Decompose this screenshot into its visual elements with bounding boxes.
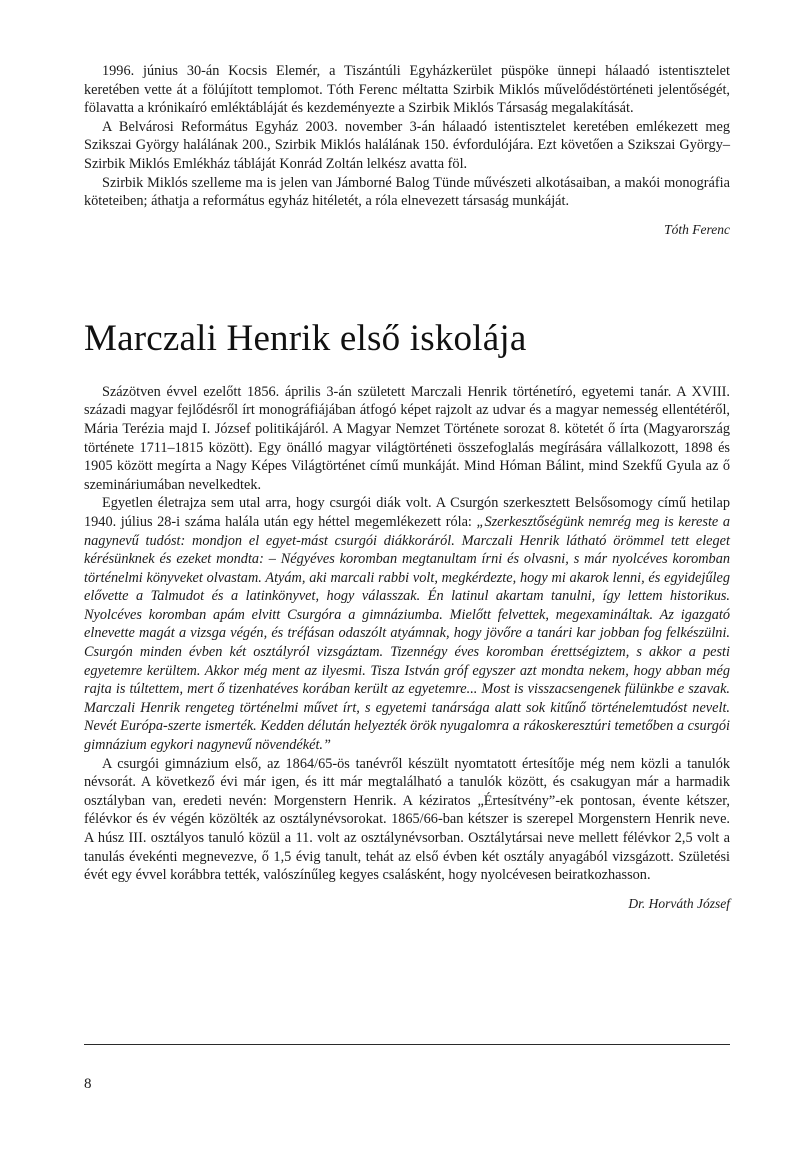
page-content bbox=[84, 62, 730, 913]
paragraph: A csurgói gimnázium első, az 1864/65-ös tanévről készült nyomtatott értesítője még nem közli a tanulók névsorát. A következő évi már igen, és itt már megtalálható a tanulók között, és csakugyan már a harmadik osztályban van, eredeti nevén: Morgenstern Henrik. A kéziratos „Értesítvény”-ek pontosan, évente kétszer, félévkor és év végén közölték az osztálynévsorokat. 1865/66-ban kétszer is szerepel Morgenstern Henrik neve. A húsz III. osztályos tanuló közül a 11. volt az osztálynévsorban. Osztálytársai neve mellett félévkor 2,5 volt a tanulás évekénti megnevezve, ő 1,5 évig tanult, tehát az első évben két osztály anyagából vizsgázott. Születési évét egy évvel korábbra tették, valószínűleg kegyes csalásként, hogy nyolcévesen beiratkozhasson. bbox=[84, 755, 730, 884]
author-signature: Dr. Horváth József bbox=[628, 895, 730, 911]
previous-article-ending bbox=[84, 62, 730, 239]
newspaper-quote: „Szerkesztőségünk nemrég meg is kereste a nagynevű tudóst: mondjon el egyet-mást csurgói diákkoráról. Marczali Henrik látható örömmel tett eleget kérésünknek és ezeket mondta: – Négyéves koromban megtanultam írni és olvasni, s már nyolcéves koromban történelmi könyveket olvastam. Atyám, aki marcali rabbi volt, megkérdezte, hogy mi akarok lenni, és egyidejűleg elővette a Talmudot és a latinkönyvet, hogy válasszak. Én latinul akartam tanulni, így lettem historikus. Nyolcéves koromban apám elvitt Csurgóra a gimnáziumba. Mielőtt felvettek, megexamináltak. Az igazgató elnevette magát a vizsga végén, és tréfásan odaszólt atyámnak, hogy jövőre a tanári kar jobban fog felkészülni. Csurgón minden évben két osztályról vizsgáztam. Tizennégy éves koromban érettségiztem, s akkor a pesti egyetemre kerültem. Akkor még ment az ilyesmi. Tisza István gróf egyszer azt mondta nekem, hogy abban még rajta is túltettem, mert ő tizenhatéves korában került az egyetemre... Most is visszacsengenek fülünkbe e szavak. Marczali Henrik rengeteg történelmi művet írt, s egyetemi tanársága alatt sok kitűnő történelemtudóst nevelt. Nevét Európa-szerte ismerték. Kedden délután helyezték örök nyugalomra a rákoskeresztúri temetőben a csurgói gimnázium egykori nagynevű növendékét.” bbox=[84, 513, 731, 754]
paragraph: Szirbik Miklós szelleme ma is jelen van Jámborné Balog Tünde művészeti alkotásaiban, a makói monográfia köteteiben; áthatja a református egyház hitéletét, a róla elnevezett társaság munkáját. bbox=[84, 174, 730, 210]
paragraph-intro: Egyetlen életrajza sem utal arra, hogy csurgói diák volt. A Csurgón szerkesztett Belsősomogy című hetilap 1940. július 28-i száma halála után egy héttel megemlékezett róla: bbox=[84, 495, 730, 530]
paragraph: A Belvárosi Református Egyház 2003. november 3-án hálaadó istentisztelet keretében emlékezett meg Szikszai György halálának 200., Szirbik Miklós halálának 150. évfordulójára. Ezt követően a Szikszai György–Szirbik Miklós Emlékház tábláját Konrád Zoltán lelkész avatta föl. bbox=[84, 118, 730, 172]
author-signature: Tóth Ferenc bbox=[664, 221, 730, 237]
article bbox=[84, 317, 730, 913]
paragraph bbox=[84, 494, 730, 754]
paragraph: Százötven évvel ezelőtt 1856. április 3-án született Marczali Henrik történetíró, egyetemi tanár. A XVIII. századi magyar fejlődésről írt monográfiájában átfogó képet rajzolt az udvar és a magyar nemesség ellentétéről, Mária Terézia majd I. József politikájáról. A Magyar Nemzet Története sorozat 8. kötetét ő írta (Magyarország története 1711–1815 között). Egy önálló magyar világtörténeti összefoglalás megírására vállalkozott, 1898 és 1905 között megírta a Nagy Képes Világtörténet című munkáját. Mind Hóman Bálint, mind Szekfű Gyula az ő szemináriumában nevelkedtek. bbox=[84, 383, 730, 493]
article-title: Marczali Henrik első iskolája bbox=[84, 317, 527, 359]
page-number: 8 bbox=[84, 1076, 92, 1092]
paragraph: 1996. június 30-án Kocsis Elemér, a Tiszántúli Egyházkerület püspöke ünnepi hálaadó istentisztelet keretében vette át a fölújított templomot. Tóth Ferenc méltatta Szirbik Miklós művelődéstörténeti jelentőségét, fölavatta a krónikaíró emléktábláját és kezdeményezte a Szirbik Miklós Társaság megalakítását. bbox=[84, 63, 730, 117]
footer-rule bbox=[84, 1044, 730, 1045]
